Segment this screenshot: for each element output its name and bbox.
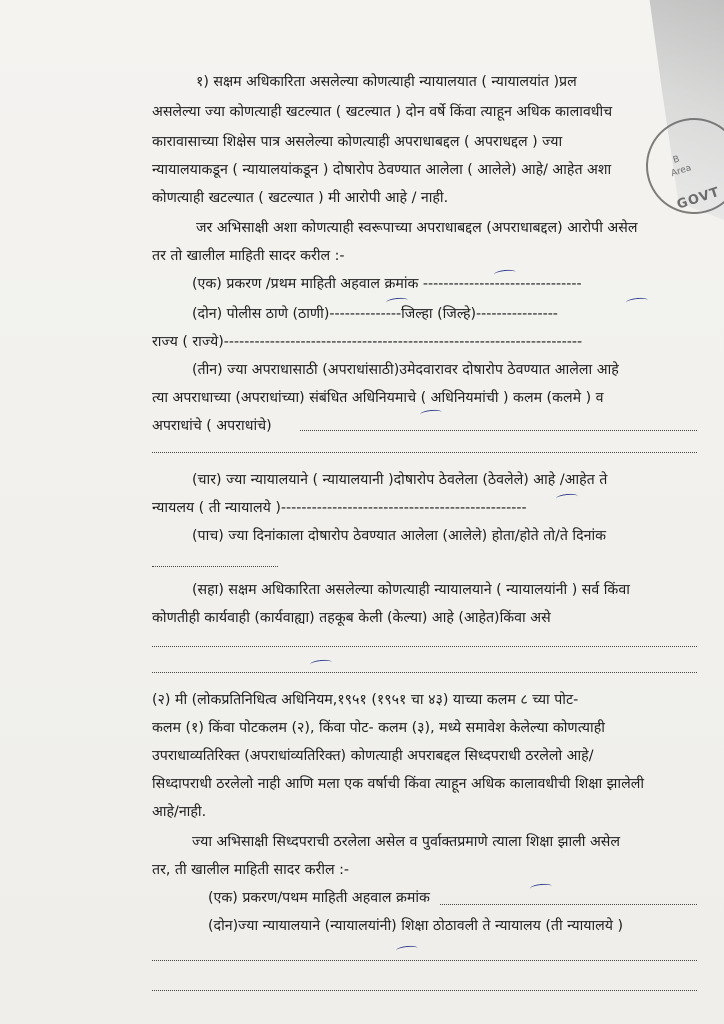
pen-mark xyxy=(530,883,553,892)
stamp-text-1: B xyxy=(671,154,681,166)
fill-line xyxy=(152,566,278,567)
pen-mark xyxy=(396,945,419,954)
item-rajya-state: राज्य ( राज्ये)---------------------------------------------------------------------- xyxy=(152,334,583,350)
fill-line xyxy=(152,990,697,991)
official-stamp xyxy=(634,106,724,227)
item-saha-line-1: (सहा) सक्षम अधिकारिता असलेल्या कोणत्याही न्यायालयाने ( न्यायालयांनी ) सर्व किंवा xyxy=(192,582,630,598)
item-saha-line-2: कोणतीही कार्यवाही (कार्यवाह्या) तहकूब केली (केल्या) आहे (आहेत)किंवा असे xyxy=(152,610,551,626)
para1-line-2: असलेल्या ज्या कोणत्याही खटल्यात ( खटल्यात ) दोन वर्षे किंवा त्याहून अधिक कालावधीच xyxy=(152,104,613,120)
item-paach-line: (पाच) ज्या दिनांकाला दोषारोप ठेवण्यात आलेला (आलेले) होता/होते तो/ते दिनांक xyxy=(192,528,607,544)
para1-line-4: न्यायालयाकडून ( न्यायालयांकडून ) दोषारोप ठेवण्यात आलेला ( आलेले) आहे/ आहेत अशा xyxy=(152,162,612,178)
item2-don-court: (दोन)ज्या न्यायालयाने (न्यायालयांनी) शिक्षा ठोठावली ते न्यायालय (ती न्यायालये ) xyxy=(208,918,624,934)
pen-mark xyxy=(556,493,579,502)
para2-line-1: (२) मी (लोकप्रतिनिधित्व अधिनियम,१९५१ (१९५१ चा ४३) याच्या कलम ८ च्या पोट- xyxy=(152,692,579,708)
fill-line xyxy=(152,646,697,647)
fill-line xyxy=(300,430,697,431)
fill-line xyxy=(440,904,697,905)
para1-line-5: कोणत्याही खटल्यात ( खटल्यात ) मी आरोपी आहे / नाही. xyxy=(152,190,449,206)
para1-line-3: कारावासाच्या शिक्षेस पात्र असलेल्या कोणत्याही अपराधाबद्दल ( अपराधद्दल ) ज्या xyxy=(152,134,563,150)
para1-line-7: तर तो खालील माहिती सादर करील :- xyxy=(152,248,345,264)
stamp-text-2: Area xyxy=(669,163,693,180)
item2-ek-case-number: (एक) प्रकरण/पथम माहिती अहवाल क्रमांक xyxy=(208,890,430,906)
para2-line-5: आहे/नाही. xyxy=(152,804,207,820)
pen-mark xyxy=(626,297,649,306)
fill-line xyxy=(152,960,697,961)
pen-mark xyxy=(310,659,333,668)
stamp-text-3: GOVT xyxy=(675,184,722,213)
item-teen-line-3: अपराधांचे ( अपराधांचे) xyxy=(152,418,272,434)
item-teen-line-2: त्या अपराधाच्या (अपराधांच्या) संबंधित अधिनियमाचे ( अधिनियमांची ) कलम (कलमे ) व xyxy=(152,390,604,406)
para1-line-6: जर अभिसाक्षी अशा कोणत्याही स्वरूपाच्या अपराधाबद्दल (अपराधाबद्दल) आरोपी असेल xyxy=(196,220,638,236)
para2-line-7: तर, ती खालील माहिती सादर करील :- xyxy=(152,862,350,878)
para1-line-1: १) सक्षम अधिकारिता असलेल्या कोणत्याही न्यायालयात ( न्यायालयांत )प्रल xyxy=(196,74,577,90)
para2-line-4: सिध्दापराधी ठरलेलो नाही आणि मला एक वर्षाची किंवा त्याहून अधिक कालावधीची शिक्षा झालेली xyxy=(152,776,644,792)
fill-line xyxy=(152,452,697,453)
item-teen-line-1: (तीन) ज्या अपराधासाठी (अपराधांसाठी)उमेदवारावर दोषारोप ठेवण्यात आलेला आहे xyxy=(192,362,619,378)
item-chaar-line-2: न्यायलय ( ती न्यायालये )------------------------------------------------ xyxy=(152,500,527,516)
para2-line-3: उपराधाव्यतिरिक्त (अपराधांव्यतिरिक्त) कोणत्याही अपराबद्दल सिध्दपराधी ठरलेलो आहे/ xyxy=(152,748,594,764)
item-don-police-station: (दोन) पोलीस ठाणे (ठाणी)--------------जिल्हा (जिल्हे)---------------- xyxy=(192,306,558,322)
para2-line-2: कलम (१) किंवा पोटकलम (२), किंवा पोट- कलम (३), मध्ये समावेश केलेल्या कोणत्याही xyxy=(152,720,605,736)
item-chaar-line-1: (चार) ज्या न्यायालयाने ( न्यायालयानी )दोषारोप ठेवलेला (ठेवलेले) आहे /आहेत ते xyxy=(192,472,608,488)
para2-line-6: ज्या अभिसाक्षी सिध्दपराची ठरलेला असेल व पुर्वाक्तप्रमाणे त्याला शिक्षा झाली असेल xyxy=(192,834,620,850)
item-ek-case-number: (एक) प्रकरण /प्रथम माहिती अहवाल क्रमांक ------------------------------- xyxy=(192,276,582,292)
pen-mark xyxy=(420,409,443,418)
fill-line xyxy=(152,672,697,673)
